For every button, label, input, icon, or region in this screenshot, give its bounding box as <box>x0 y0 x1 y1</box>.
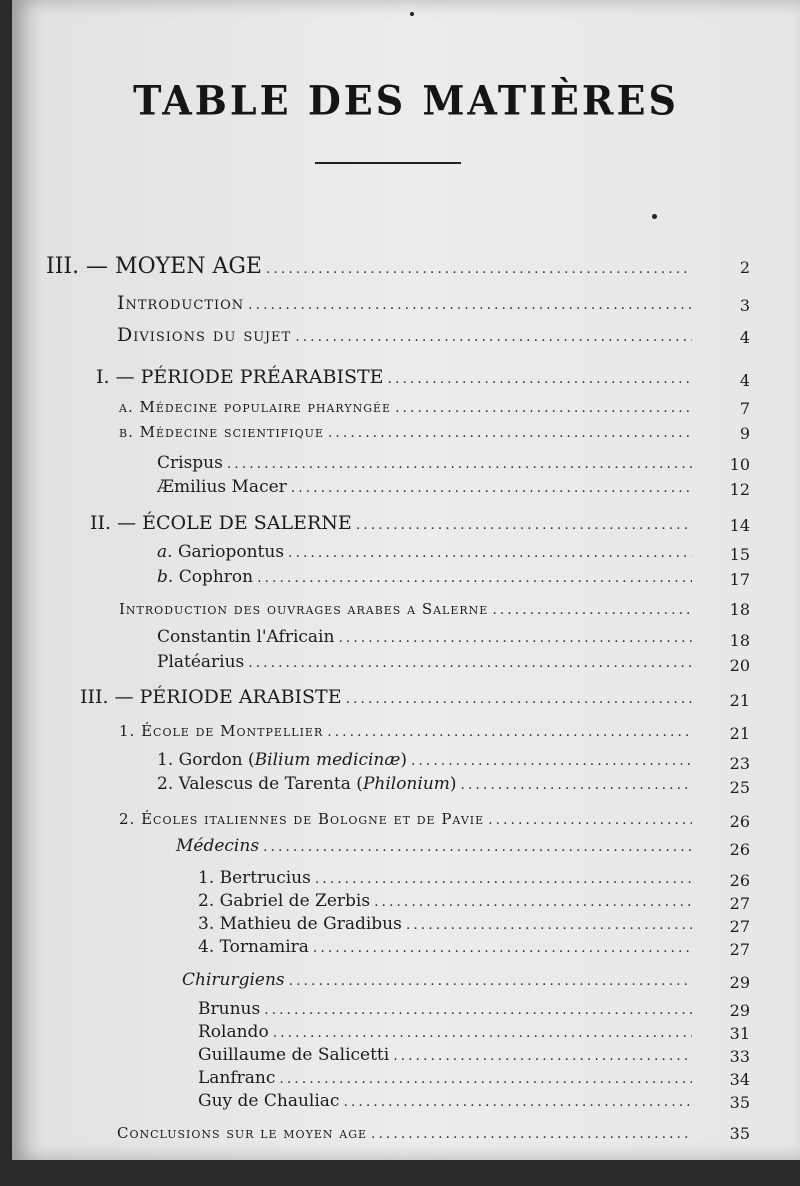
entry-page-number: 12 <box>729 480 750 499</box>
entry-label: Médecins <box>176 836 260 856</box>
entry-label: Brunus <box>198 999 261 1019</box>
toc-entry[interactable] <box>119 600 696 618</box>
entry-label: a. Médecine populaire pharyngée <box>119 398 392 416</box>
toc-entry[interactable] <box>157 567 696 587</box>
entry-page-number: 27 <box>729 894 750 913</box>
dot-leader <box>374 894 692 910</box>
toc-entry[interactable] <box>90 512 696 534</box>
toc-entry[interactable] <box>119 810 696 828</box>
entry-page-number: 26 <box>729 871 750 890</box>
entry-suffix: ) <box>449 774 457 794</box>
toc-entry[interactable] <box>46 254 696 279</box>
entry-label <box>157 750 407 770</box>
entry-label: I. — PÉRIODE PRÉARABISTE <box>96 366 384 388</box>
dot-leader <box>248 297 692 313</box>
dot-leader <box>492 602 692 618</box>
dot-leader <box>395 400 692 416</box>
dot-leader <box>411 753 692 769</box>
entry-label: Æmilius Macer <box>157 477 287 497</box>
entry-page-number: 29 <box>729 973 750 992</box>
entry-label: 1. Bertrucius <box>198 868 311 888</box>
entry-label: b. Médecine scientifique <box>119 423 324 441</box>
entry-page-number: 18 <box>729 600 750 619</box>
entry-label: Guillaume de Salicetti <box>198 1045 390 1065</box>
entry-label: Crispus <box>157 453 223 473</box>
entry-page-number: 25 <box>729 778 750 797</box>
dot-leader <box>388 371 692 387</box>
dot-leader <box>279 1071 692 1087</box>
toc-entry[interactable] <box>117 1124 696 1142</box>
dot-leader <box>264 1002 692 1018</box>
entry-label: Rolando <box>198 1022 269 1042</box>
dot-leader <box>266 261 692 277</box>
dot-leader <box>356 517 692 533</box>
toc-entry[interactable] <box>117 292 696 314</box>
entry-label: Introduction <box>117 292 245 314</box>
dot-leader <box>291 480 692 496</box>
dot-leader <box>327 724 692 740</box>
entry-page-number: 33 <box>729 1047 750 1066</box>
entry-page-number: 26 <box>729 840 750 859</box>
dot-leader <box>406 917 692 933</box>
toc-entry[interactable] <box>198 868 696 888</box>
toc-entry[interactable] <box>198 914 696 934</box>
entry-label: III. — PÉRIODE ARABISTE <box>80 686 342 708</box>
entry-text: Gariopontus <box>177 542 285 562</box>
dot-leader <box>313 940 692 956</box>
toc-entry[interactable] <box>198 999 696 1019</box>
entry-label <box>157 774 457 794</box>
dot-leader <box>289 973 692 989</box>
entry-label: 2. Gabriel de Zerbis <box>198 891 371 911</box>
entry-label: Chirurgiens <box>182 970 285 990</box>
toc-entry[interactable] <box>198 1045 696 1065</box>
entry-label: Introduction des ouvrages arabes a Salerne <box>119 600 489 618</box>
toc-entry[interactable] <box>176 836 696 856</box>
entry-label: II. — ÉCOLE DE SALERNE <box>90 512 352 534</box>
entry-italic: Philonium <box>362 774 450 794</box>
dot-leader <box>295 329 692 345</box>
title-rule <box>315 162 461 164</box>
dot-leader <box>273 1025 692 1041</box>
page-title: TABLE DES MATIÈRES <box>133 76 679 125</box>
entry-page-number: 35 <box>729 1093 750 1112</box>
entry-page-number: 26 <box>729 812 750 831</box>
dot-leader <box>257 570 692 586</box>
toc-entry[interactable] <box>198 1091 696 1111</box>
entry-page-number: 29 <box>729 1001 750 1020</box>
entry-prefix: 2. Valescus de Tarenta ( <box>157 774 363 794</box>
entry-page-number: 4 <box>739 328 750 347</box>
toc-entry[interactable] <box>198 1068 696 1088</box>
entry-label: III. — MOYEN AGE <box>46 254 262 279</box>
dot-leader <box>315 871 692 887</box>
toc-entry[interactable] <box>157 477 696 497</box>
toc-entry[interactable] <box>119 722 696 740</box>
entry-page-number: 21 <box>729 691 750 710</box>
entry-label: 2. Écoles italiennes de Bologne et de Pavie <box>119 810 485 828</box>
dot-leader <box>461 777 692 793</box>
ink-speck <box>410 12 414 16</box>
entry-prefix: b. <box>157 567 174 587</box>
book-page <box>12 0 800 1160</box>
entry-page-number: 9 <box>739 424 750 443</box>
dot-leader <box>371 1126 692 1142</box>
entry-prefix: 1. Gordon ( <box>157 750 255 770</box>
entry-page-number: 2 <box>739 258 750 277</box>
entry-page-number: 34 <box>729 1070 750 1089</box>
entry-suffix: ) <box>400 750 407 770</box>
toc-entry[interactable] <box>157 627 696 647</box>
toc-entry[interactable] <box>117 324 696 346</box>
entry-page-number: 23 <box>729 754 750 773</box>
toc-entry[interactable] <box>198 1022 696 1042</box>
ink-speck <box>652 214 657 219</box>
toc-entry[interactable] <box>119 398 696 416</box>
toc-entry[interactable] <box>157 652 696 672</box>
toc-entry[interactable] <box>80 686 696 708</box>
entry-prefix: a. <box>157 542 173 562</box>
entry-page-number: 14 <box>729 516 750 535</box>
entry-page-number: 31 <box>729 1024 750 1043</box>
entry-label: 4. Tornamira <box>198 937 309 957</box>
entry-page-number: 7 <box>739 399 750 418</box>
dot-leader <box>248 655 692 671</box>
dot-leader <box>338 630 692 646</box>
dot-leader <box>393 1048 692 1064</box>
entry-label <box>157 542 284 562</box>
entry-page-number: 21 <box>729 724 750 743</box>
toc-entry[interactable] <box>96 366 696 388</box>
toc-entry[interactable] <box>157 453 696 473</box>
scan-border <box>0 1160 800 1186</box>
entry-label: 3. Mathieu de Gradibus <box>198 914 402 934</box>
entry-page-number: 35 <box>729 1124 750 1143</box>
entry-label: Constantin l'Africain <box>157 627 335 647</box>
entry-page-number: 3 <box>739 296 750 315</box>
entry-label: Platéarius <box>157 652 245 672</box>
dot-leader <box>488 812 692 828</box>
dot-leader <box>263 839 692 855</box>
toc-entry[interactable] <box>157 750 696 770</box>
entry-label: 1. École de Montpellier <box>119 722 324 740</box>
entry-italic: Bilium medicinæ <box>254 750 401 770</box>
entry-page-number: 17 <box>729 570 750 589</box>
dot-leader <box>227 456 692 472</box>
entry-text: Cophron <box>178 567 254 587</box>
dot-leader <box>288 545 692 561</box>
entry-page-number: 27 <box>729 917 750 936</box>
toc-entry[interactable] <box>157 774 696 794</box>
entry-label: Divisions du sujet <box>117 324 292 346</box>
dot-leader <box>343 1094 692 1110</box>
toc-entry[interactable] <box>157 542 696 562</box>
entry-page-number: 27 <box>729 940 750 959</box>
toc-entry[interactable] <box>198 937 696 957</box>
entry-page-number: 15 <box>729 545 750 564</box>
dot-leader <box>328 425 692 441</box>
entry-page-number: 10 <box>729 455 750 474</box>
toc-entry[interactable] <box>182 970 696 990</box>
entry-page-number: 18 <box>729 631 750 650</box>
entry-page-number: 20 <box>729 656 750 675</box>
entry-label: Guy de Chauliac <box>198 1091 340 1111</box>
entry-label: Lanfranc <box>198 1068 276 1088</box>
dot-leader <box>346 691 692 707</box>
toc-entry[interactable] <box>198 891 696 911</box>
entry-label <box>157 567 253 587</box>
entry-label: Conclusions sur le moyen age <box>117 1124 368 1142</box>
toc-entry[interactable] <box>119 423 696 441</box>
entry-page-number: 4 <box>739 371 750 390</box>
